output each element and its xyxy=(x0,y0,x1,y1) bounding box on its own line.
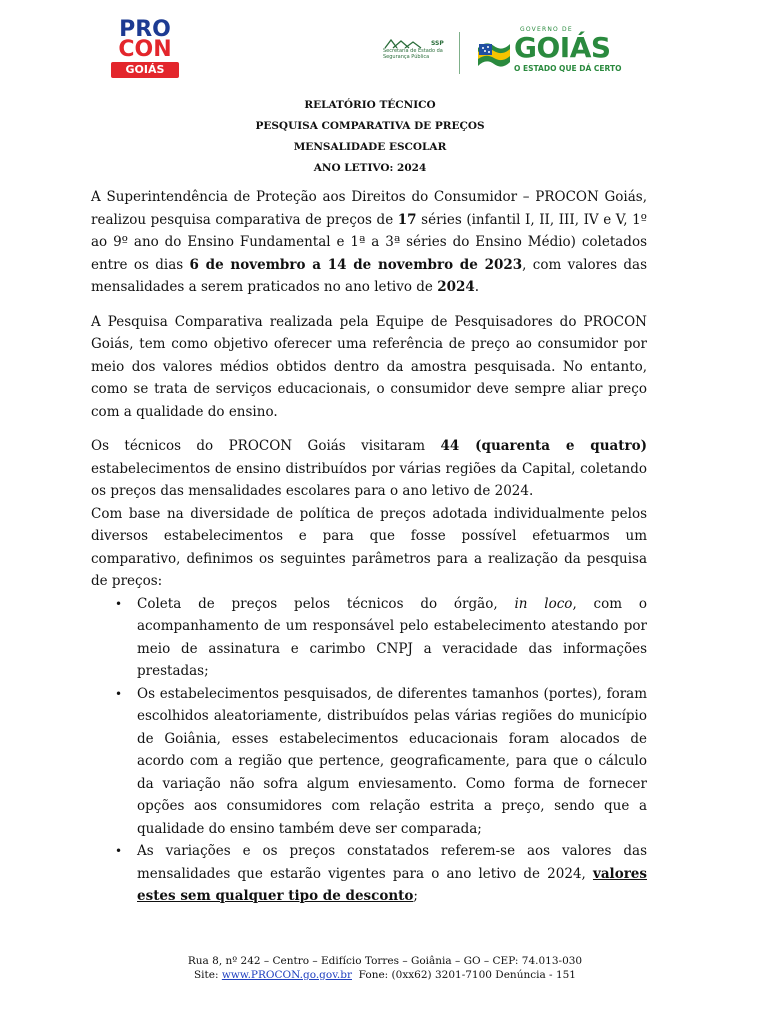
visits-text-1: Os técnicos do PROCON Goiás visitaram xyxy=(91,438,441,454)
bullet-3-text-1: As variações e os preços constatados referem-se aos valores das mensalidades que estarão vigentes para o ano letivo de 2024, xyxy=(137,843,647,882)
bullet-1-in-loco: in loco xyxy=(514,595,573,612)
report-title xyxy=(160,95,580,179)
footer-contact xyxy=(120,968,650,982)
list-item xyxy=(115,593,648,683)
goias-logo-governo-de: GOVERNO DE xyxy=(520,26,573,33)
list-item xyxy=(115,840,647,908)
procon-logo-word-pro: PRO xyxy=(119,17,171,42)
footer-phone: Fone: (0xx62) 3201-7100 Denúncia - 151 xyxy=(352,969,576,981)
goias-logo-name: GOIÁS xyxy=(514,31,611,64)
bullet-icon: • xyxy=(115,596,123,611)
goias-logo-tagline: O ESTADO QUE DÁ CERTO xyxy=(514,64,622,73)
goias-flag-icon xyxy=(476,38,512,68)
title-line-3: MENSALIDADE ESCOLAR xyxy=(293,141,447,153)
visits-count: 44 (quarenta e quatro) xyxy=(440,438,647,454)
bullet-1-text-2: , com o acompanhamento de um responsável pelo estabelecimento atestando por meio de assinatura e carimbo CNPJ a veracidade das informações prestadas; xyxy=(137,595,648,679)
paragraph-parameters: Com base na diversidade de política de preços adotada individualmente pelos diversos estabelecimentos e para que fosse possível efetuarmos um comparativo, definimos os seguintes parâmetros para a realização da pesquisa de preços: xyxy=(91,505,647,589)
parameters-list xyxy=(91,593,647,908)
bullet-2-text: Os estabelecimentos pesquisados, de diferentes tamanhos (portes), foram escolhidos aleatoriamente, distribuídos pelas várias regiões do município de Goiânia, esses estabelecimentos educacionais foram alocados de acordo com a região que pertence, geograficamente, para que o cálculo da variação não sofra algum enviesamento. Como forma de fornecer opções aos consumidores com relação estrita a preço, sendo que a qualidade do ensino também deve ser comparada; xyxy=(137,685,647,837)
bullet-1-text-1: Coleta de preços pelos técnicos do órgão, xyxy=(137,595,515,612)
footer-site-link[interactable]: www.PROCON.go.gov.br xyxy=(221,969,352,981)
intro-year: 2024 xyxy=(437,279,475,295)
governo-de-goias-logo xyxy=(476,24,624,76)
intro-text-1: A Superintendência de Proteção aos Direitos do Consumidor – PROCON Goiás, realizou pesquisa comparativa de preços de xyxy=(91,189,647,228)
procon-logo-word-goias: GOIÁS xyxy=(111,62,179,78)
bullet-3-text-2: ; xyxy=(413,888,418,904)
intro-series-count: 17 xyxy=(397,211,417,228)
title-line-4: ANO LETIVO: 2024 xyxy=(313,162,427,174)
ssp-name: Secretaria de Estado da Segurança Pública xyxy=(383,48,443,60)
intro-text-4: . xyxy=(474,279,480,295)
logo-divider xyxy=(459,32,460,74)
bullet-icon: • xyxy=(115,844,123,858)
ssp-logo xyxy=(383,38,455,68)
ssp-abbreviation: SSP xyxy=(431,40,444,47)
title-line-2: PESQUISA COMPARATIVA DE PREÇOS xyxy=(255,120,485,132)
visits-text-2: estabelecimentos de ensino distribuídos por várias regiões da Capital, coletando os preços das mensalidades escolares para o ano letivo de 2024. xyxy=(91,460,647,499)
procon-goias-logo xyxy=(111,17,179,78)
intro-date-range: 6 de novembro a 14 de novembro de 2023 xyxy=(189,256,523,273)
title-line-1: RELATÓRIO TÉCNICO xyxy=(304,99,436,111)
paragraph-intro xyxy=(91,186,647,299)
paragraph-objective: A Pesquisa Comparativa realizada pela Equipe de Pesquisadores do PROCON Goiás, tem como objetivo oferecer uma referência de preço ao consumidor por meio dos valores médios obtidos dentro da amostra pesquisada. No entanto, como se trata de serviços educacionais, o consumidor deve sempre aliar preço com a qualidade do ensino. xyxy=(91,313,647,420)
procon-logo-word-con: CON xyxy=(118,37,172,62)
page-footer xyxy=(120,954,650,982)
footer-address: Rua 8, nº 242 – Centro – Edifício Torres – Goiânia – GO – CEP: 74.013-030 xyxy=(187,955,583,967)
intro-text-2: séries (infantil I, II, III, IV e V, 1º ao 9º ano do Ensino Fundamental e 1ª a 3ª séries do Ensino Médio) coletados entre os dias xyxy=(91,211,648,273)
footer-site-label: Site: xyxy=(193,969,222,981)
bullet-3-no-discount: valores estes sem qualquer tipo de desconto xyxy=(137,865,647,904)
paragraph-visits xyxy=(91,435,647,503)
intro-text-3: , com valores das mensalidades a serem praticados no ano letivo de xyxy=(91,256,647,295)
bullet-icon: • xyxy=(115,686,123,701)
list-item xyxy=(115,683,647,841)
report-body xyxy=(91,186,647,908)
